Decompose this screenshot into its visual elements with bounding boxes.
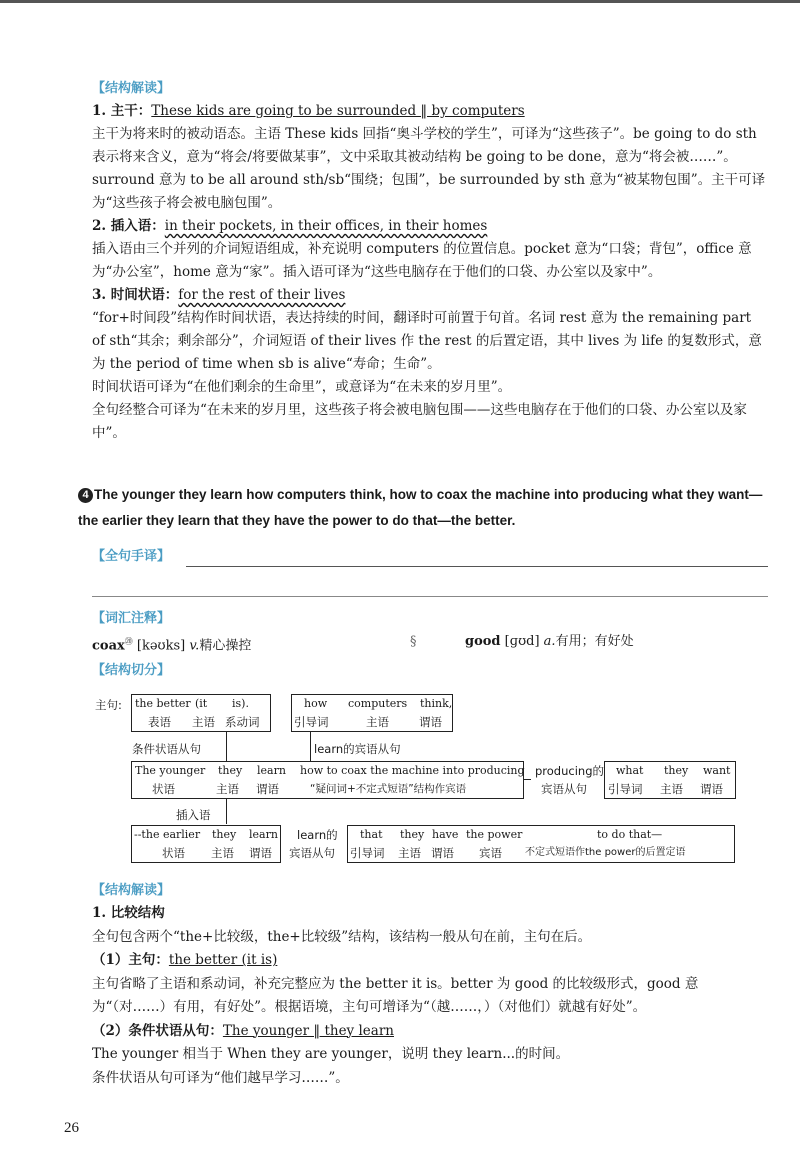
word: how — [304, 697, 328, 710]
sub-2-example: The younger ‖ they learn — [222, 1022, 394, 1039]
role: 引导词 — [294, 715, 329, 729]
item-1-text: 全句包含两个“the+比较级，the+比较级”结构，该结构一般从句在前，主句在后。 — [92, 928, 592, 945]
word: that — [360, 828, 383, 841]
translation-header: 【全句手译】 — [92, 549, 171, 564]
sub-1-text: 主句省略了主语和系动词，补充完整应为 the better it is。better 为 good 的比较级形式，good 意为“（对……）有用，有好处”。根据语境，主句可增译为“（越……，）（对他们）就越有好处”。 — [92, 975, 699, 1015]
main-clause-label: 主句: — [95, 698, 122, 712]
role: 谓语 — [256, 782, 279, 796]
word: have — [432, 828, 459, 841]
role: 系动词 — [225, 715, 260, 729]
role: 状语 — [162, 846, 185, 860]
learn-label: 宾语从句 — [289, 846, 335, 860]
sub-2-text: The younger 相当于 When they are younger，说明 they learn...的时间。 — [92, 1046, 570, 1062]
vocab-header: 【词汇注释】 — [92, 611, 171, 626]
role: 主语 — [192, 715, 215, 729]
role: “疑问词+不定式短语”结构作宾语 — [310, 783, 467, 795]
word: learn — [257, 764, 286, 777]
word: learn — [249, 828, 278, 841]
vocab-phonetic: [kəʊks] — [136, 638, 186, 654]
item-2-example: in their pockets, in their offices, in their homes — [164, 218, 488, 234]
vocab-entry-good — [465, 632, 634, 652]
arrow-line — [310, 731, 311, 761]
sub-2 — [92, 1020, 768, 1044]
role: 主语 — [398, 846, 421, 860]
cond-label: 条件状语从句 — [132, 742, 201, 756]
role: 引导词 — [608, 782, 643, 796]
item-2 — [92, 215, 768, 238]
role: 表语 — [148, 715, 171, 729]
role: 谓语 — [419, 715, 442, 729]
item-2-text: 插入语由三个并列的介词短语组成，补充说明 computers 的位置信息。pocket 意为“口袋；背包”，office 意为“办公室”，home 意为“家”。插入语可译为“这些电脑存在于他们的口袋、办公室以及家中”。 — [92, 241, 752, 280]
sentence-4-text: The younger they learn how computers think, how to coax the machine into producing what they want—the earlier they learn that they have the power to do that—the better. — [78, 487, 763, 528]
analysis-header: 【结构解读】 — [92, 883, 171, 898]
role: 主语 — [660, 782, 683, 796]
vocab-mark: ⑳ — [124, 637, 133, 646]
analysis-header: 【结构解读】 — [92, 81, 171, 96]
vocab-def: 有用；有好处 — [555, 634, 634, 649]
item-1-example: These kids are going to be surrounded ‖ by computers — [151, 103, 525, 119]
producing-label: 宾语从句 — [541, 782, 587, 796]
vocab-phonetic: [ɡʊd] — [504, 634, 540, 649]
top-rule — [0, 0, 800, 3]
vocab-def: 精心操控 — [199, 638, 252, 654]
sub-1-example: the better (it is) — [168, 952, 278, 968]
item-1-text: 主干为将来时的被动语态。主语 These kids 回指“奥斗学校的学生”，可译为“这些孩子”。be going to do sth 表示将来含义，意为“将会/将要做某事”，文中采取其被动结构 be going to be done，意为“将会被……”。surround 意为 to be all around sth/sb“围绕；包围”，be surrounded by sth 意为“被某物包围”。主干可译为“这些孩子将会被电脑包围”。 — [92, 126, 766, 211]
arrow-line — [523, 779, 531, 780]
item-2-title: 2. 插入语： — [92, 218, 165, 234]
role: 谓语 — [431, 846, 454, 860]
vocab-word: good — [465, 634, 501, 649]
sub-2-title: （2）条件状语从句： — [92, 1022, 223, 1039]
word: want — [703, 764, 731, 777]
insert-label: 插入语 — [176, 808, 211, 822]
item-1-title: 1. 主干： — [92, 103, 152, 119]
word: think, — [420, 697, 453, 710]
role: 不定式短语作the power的后置定语 — [525, 847, 686, 858]
word: they — [400, 828, 425, 841]
structure-header: 【结构切分】 — [92, 663, 171, 678]
word: they — [664, 764, 689, 777]
word: (it — [195, 697, 208, 710]
sentence-4 — [78, 482, 768, 534]
role: 引导词 — [350, 846, 385, 860]
vocab-divider: § — [410, 634, 417, 649]
item-1 — [92, 100, 768, 123]
word: the better — [135, 697, 191, 710]
role: 主语 — [366, 715, 389, 729]
role: 宾语 — [479, 846, 502, 860]
item-3-example: for the rest of their lives — [178, 287, 346, 303]
analysis-section-2 — [92, 880, 768, 1090]
producing-label: producing的 — [535, 764, 605, 778]
vocab-pos: a. — [543, 634, 556, 649]
role: 谓语 — [249, 846, 272, 860]
analysis-section-1 — [92, 78, 768, 445]
word: --the earlier — [134, 828, 201, 841]
translation-line[interactable] — [186, 566, 768, 567]
sub-1 — [92, 949, 768, 973]
learn-label: learn的 — [297, 828, 338, 842]
translation-line-2[interactable] — [92, 596, 768, 597]
word: they — [212, 828, 237, 841]
vocab-entry-coax — [92, 632, 251, 656]
role: 状语 — [152, 782, 175, 796]
sub-1-title: （1）主句： — [92, 952, 169, 968]
word: what — [616, 764, 644, 777]
role: 主语 — [211, 846, 234, 860]
word: they — [218, 764, 243, 777]
arrow-line — [226, 798, 227, 824]
sub-2-text2: 条件状语从句可译为“他们越早学习……”。 — [92, 1069, 349, 1086]
arrow-line — [226, 731, 227, 761]
page-number: 26 — [64, 1120, 79, 1136]
word: the power — [466, 828, 523, 841]
obj-label: learn的宾语从句 — [314, 742, 401, 756]
sentence-number: 4 — [78, 488, 93, 503]
item-3-text2: 时间状语可译为“在他们剩余的生命里”，或意译为“在未来的岁月里”。 — [92, 379, 512, 395]
vocab-pos: v. — [189, 638, 200, 654]
word: to do that— — [597, 828, 663, 841]
word: how to coax the machine into producing — [300, 764, 525, 777]
vocab-word: coax — [92, 638, 125, 654]
role: 谓语 — [700, 782, 723, 796]
item-3-text: “for+时间段”结构作时间状语，表达持续的时间，翻译时可前置于句首。名词 rest 意为 the remaining part of sth“其余；剩余部分”，介词短语 of their lives 作 the rest 的后置定语，其中 lives 为 life 的复数形式，意为 the period of time when sb is alive“寿命；生命”。 — [92, 310, 762, 372]
word: computers — [348, 697, 408, 710]
item-3-title: 3. 时间状语： — [92, 287, 179, 303]
role: 主语 — [216, 782, 239, 796]
word: is). — [232, 697, 249, 710]
item-1-title: 1. 比较结构 — [92, 905, 165, 921]
word: The younger — [135, 764, 206, 777]
summary-text: 全句经整合可译为“在未来的岁月里，这些孩子将会被电脑包围——这些电脑存在于他们的口袋、办公室以及家中”。 — [92, 402, 747, 441]
item-3 — [92, 284, 768, 307]
